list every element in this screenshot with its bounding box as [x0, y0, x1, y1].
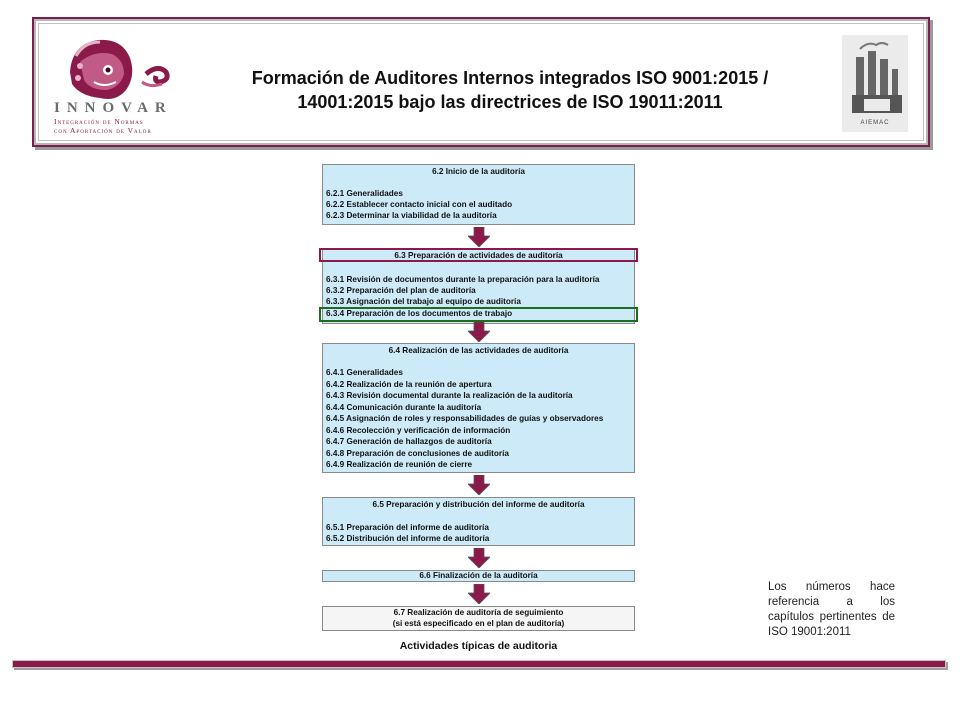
innovar-subtitle-2: con Aportación de Valor: [54, 126, 152, 135]
box-6-6-finalizacion: [322, 570, 635, 582]
box-title: 6.3 Preparación de actividades de auditoría: [394, 251, 563, 260]
box-item: 6.2.3 Determinar la viabilidad de la auditoría: [326, 211, 497, 220]
box-item: 6.3.2 Preparación del plan de auditoría: [326, 286, 476, 295]
innovar-subtitle-1: Integración de Normas: [54, 117, 144, 126]
box-item: 6.3.1 Revisión de documentos durante la preparación para la auditoría: [326, 275, 600, 284]
box-item: 6.5.2 Distribución del informe de auditoría: [326, 534, 490, 543]
box-item: 6.3.3 Asignación del trabajo al equipo de auditoría: [326, 297, 521, 306]
box-title: 6.4 Realización de las actividades de auditoría: [388, 346, 569, 355]
title-line-2: 14001:2015 bajo las directrices de ISO 19011:2011: [297, 92, 723, 112]
box-item: 6.4.9 Realización de reunión de cierre: [326, 460, 473, 469]
box-item: 6.2.2 Establecer contacto inicial con el auditado: [326, 200, 513, 209]
innovar-wordmark: INNOVAR: [54, 100, 173, 116]
highlight-6-3-title: [319, 248, 638, 262]
box-item: 6.4.1 Generalidades: [326, 368, 403, 377]
down-arrow-icon: [468, 475, 490, 495]
box-title: 6.6 Finalización de la auditoría: [419, 571, 538, 580]
down-arrow-icon: [468, 322, 490, 342]
page-title: [190, 66, 830, 114]
footer-bar: [12, 660, 946, 668]
highlight-6-3-4: [319, 307, 638, 322]
box-item: 6.4.6 Recolección y verificación de información: [326, 425, 511, 435]
factory-icon: [842, 35, 908, 119]
box-item: 6.4.8 Preparación de conclusiones de auditoría: [326, 448, 509, 458]
down-arrow-icon: [468, 548, 490, 568]
side-note: Los números hace referencia a los capítulos pertinentes de ISO 19001:2011: [768, 581, 895, 638]
box-6-7-seguimiento: [322, 606, 635, 631]
box-item: 6.4.5 Asignación de roles y responsabilidades de guías y observadores: [326, 414, 604, 423]
box-6-4-realizacion: [322, 343, 635, 473]
box-title: 6.5 Preparación y distribución del informe de auditoría: [372, 500, 585, 509]
box-6-5-informe: [322, 497, 635, 546]
aiemac-logo: [842, 35, 908, 132]
box-item: 6.2.1 Generalidades: [326, 189, 403, 198]
box-6-2-inicio: [322, 164, 635, 225]
box-title-line-1: 6.7 Realización de auditoría de seguimiento: [393, 608, 564, 617]
box-item: 6.3.4 Preparación de los documentos de trabajo: [326, 309, 513, 318]
diagram-caption: Actividades típicas de auditoria: [399, 640, 558, 652]
box-item: 6.4.4 Comunicación durante la auditoría: [326, 402, 482, 412]
aiemac-wordmark: AIEMAC: [860, 120, 890, 126]
box-title-line-2: (si está especificado en el plan de auditoría): [392, 619, 565, 628]
title-line-1: Formación de Auditores Internos integrados ISO 9001:2015 /: [251, 68, 769, 88]
down-arrow-icon: [468, 227, 490, 247]
down-arrow-icon: [468, 584, 490, 604]
box-item: 6.4.3 Revisión documental durante la realización de la auditoría: [326, 391, 573, 400]
box-item: 6.4.2 Realización de la reunión de apertura: [326, 379, 492, 389]
box-item: 6.4.7 Generación de hallazgos de auditoría: [326, 437, 492, 446]
box-title: 6.2 Inicio de la auditoría: [432, 167, 525, 176]
box-item: 6.5.1 Preparación del informe de auditoría: [326, 523, 489, 532]
